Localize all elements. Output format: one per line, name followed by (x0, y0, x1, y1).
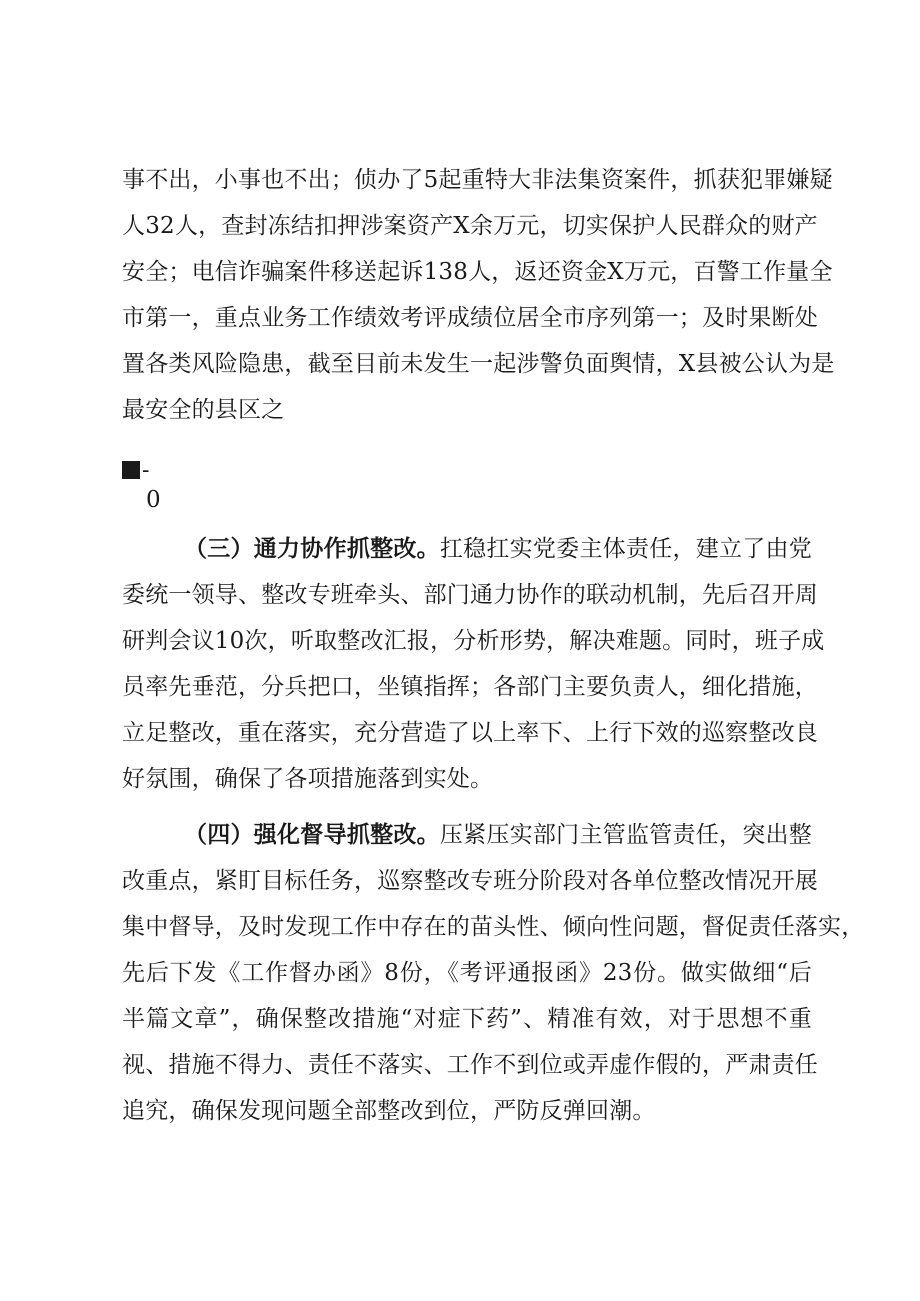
paragraph-2-first-line (122, 526, 812, 572)
paragraph-2-line: 好氛围，确保了各项措施落到实处。 (122, 766, 494, 792)
paragraph-3-first-line (122, 812, 812, 858)
paragraph-3-line: 集中督导，及时发现工作中存在的苗头性、倾向性问题，督促责任落实， (122, 914, 865, 940)
paragraph-2 (122, 526, 825, 802)
paragraph-1-line: 市第一，重点业务工作绩效考评成绩位居全市序列第一；及时果断处 (122, 305, 818, 331)
paragraph-3-line: 视、措施不得力、责任不落实、工作不到位或弄虚作假的，严肃责任 (122, 1052, 818, 1078)
paragraph-3 (122, 812, 865, 1134)
paragraph-2-line: 员率先垂范，分兵把口，坐镇指挥；各部门主要负责人，细化措施， (122, 674, 818, 700)
paragraph-3-first-line-text: 压紧压实部门主管监管责任，突出整 (439, 822, 812, 848)
marker-dash: - (142, 457, 150, 483)
paragraph-3-line: 改重点，紧盯目标任务，巡察整改专班分阶段对各单位整改情况开展 (122, 868, 818, 894)
black-square-icon (122, 461, 140, 479)
paragraph-2-line: 立足整改，重在落实，充分营造了以上率下、上行下效的巡察整改良 (122, 720, 818, 746)
paragraph-2-line: 委统一领导、整改专班牵头、部门通力协作的联动机制，先后召开周 (122, 582, 818, 608)
marker-zero: 0 (146, 487, 161, 513)
paragraph-1-line: 安全；电信诈骗案件移送起诉138人，返还资金X万元，百警工作量全 (122, 259, 833, 285)
paragraph-3-line: 追究，确保发现问题全部整改到位，严防反弹回潮。 (122, 1098, 656, 1124)
paragraph-1-line: 事不出，小事也不出；侦办了5起重特大非法集资案件，抓获犯罪嫌疑 (122, 167, 833, 193)
paragraph-2-line: 研判会议10次，听取整改汇报，分析形势，解决难题。同时，班子成 (122, 628, 825, 654)
paragraph-2-first-line-text: 扛稳扛实党委主体责任，建立了由党 (439, 536, 812, 562)
paragraph-1 (122, 157, 835, 433)
paragraph-1-line: 最安全的县区之 (122, 397, 285, 423)
section-heading-3: （三）通力协作抓整改。 (184, 535, 440, 562)
section-heading-4: （四）强化督导抓整改。 (184, 821, 440, 848)
paragraph-1-line: 置各类风险隐患，截至目前未发生一起涉警负面舆情，X县被公认为是 (122, 351, 835, 377)
paragraph-3-line: 先后下发《工作督办函》8份，《考评通报函》23份。做实做细“后 (122, 960, 812, 986)
paragraph-3-line: 半篇文章”，确保整改措施“对症下药”、精准有效，对于思想不重 (122, 1006, 812, 1032)
paragraph-1-line: 人32人，查封冻结扣押涉案资产X余万元，切实保护人民群众的财产 (122, 213, 818, 239)
